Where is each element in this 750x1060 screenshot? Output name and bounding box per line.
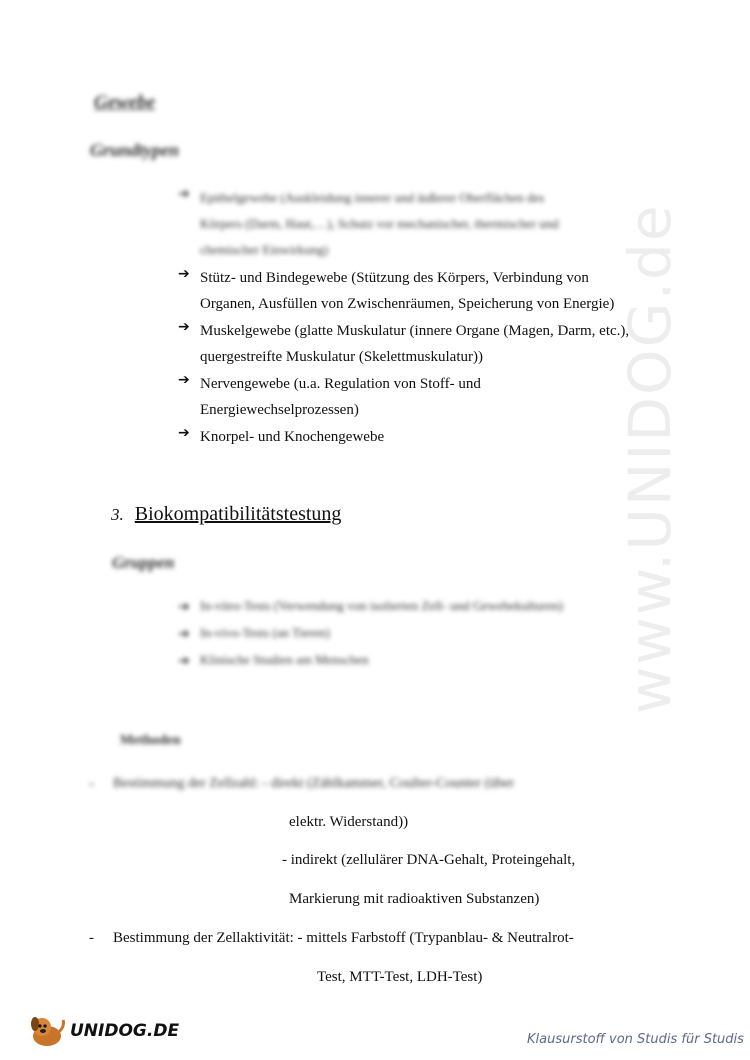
arrow-icon: ➔ bbox=[178, 599, 190, 615]
list-item-line: chemischer Einwirkung) bbox=[200, 242, 329, 257]
list-item-text: Klinische Studien am Menschen bbox=[200, 652, 369, 667]
arrow-icon: ➔ bbox=[178, 266, 190, 282]
list-item-line: Energiewechselprozessen) bbox=[200, 402, 359, 418]
list-item-line: Organen, Ausfüllen von Zwischenräumen, Speicherung von Energie) bbox=[200, 296, 615, 312]
list-item-line: Körpers (Darm, Haut,…), Schutz vor mechanischer, thermischer und bbox=[200, 216, 559, 231]
list-item-text: In-vitro-Tests (Verwendung von isolierten Zell- und Gewebekulturen) bbox=[200, 598, 563, 613]
list-item-line: Nervengewebe (u.a. Regulation von Stoff- und bbox=[200, 376, 481, 392]
methoden-line: Bestimmung der Zellzahl: - direkt (Zählkammer, Coulter-Counter (über bbox=[113, 776, 515, 791]
methoden-line: - indirekt (zellulärer DNA-Gehalt, Proteingehalt, bbox=[282, 852, 576, 868]
heading-gewebe: Gewebe bbox=[94, 92, 156, 113]
list-item-line: Epithelgewebe (Auskleidung innerer und äußerer Oberflächen des bbox=[200, 190, 545, 205]
methoden-line: elektr. Widerstand)) bbox=[289, 814, 409, 830]
arrow-icon: ➔ bbox=[178, 626, 190, 642]
list-item-line: Knorpel- und Knochengewebe bbox=[200, 429, 385, 445]
list-item-line: Muskelgewebe (glatte Muskulatur (innere Organe (Magen, Darm, etc.), bbox=[200, 323, 630, 339]
methoden-dash: - bbox=[89, 776, 94, 792]
footer-tagline: Klausurstoff von Studis für Studis bbox=[527, 1032, 744, 1047]
section-number: 3. bbox=[111, 505, 124, 524]
methoden-dash: - bbox=[89, 930, 94, 946]
section-3-heading bbox=[111, 503, 341, 526]
heading-gruppen: Gruppen bbox=[112, 553, 175, 572]
footer-logo bbox=[28, 1014, 179, 1048]
dog-logo-icon bbox=[28, 1014, 66, 1048]
list-item-line: Stütz- und Bindegewebe (Stützung des Körpers, Verbindung von bbox=[200, 270, 589, 286]
list-item-text: In-vivo-Tests (an Tieren) bbox=[200, 625, 330, 640]
arrow-icon: ➔ bbox=[178, 653, 190, 669]
section-title: Biokompatibilitätstestung bbox=[134, 503, 342, 525]
arrow-icon: ➔ bbox=[178, 372, 190, 388]
heading-methoden: Methoden bbox=[120, 733, 181, 748]
arrow-icon: ➔ bbox=[178, 319, 190, 335]
logo-text: UNIDOG.DE bbox=[70, 1021, 180, 1041]
methoden-line: Test, MTT-Test, LDH-Test) bbox=[317, 969, 483, 985]
list-item-line: quergestreifte Muskulatur (Skelettmuskulatur)) bbox=[200, 349, 483, 365]
watermark: www.UNIDOG.de bbox=[616, 203, 684, 714]
arrow-icon: ➔ bbox=[178, 186, 190, 202]
methoden-line: Bestimmung der Zellaktivität: - mittels Farbstoff (Trypanblau- & Neutralrot- bbox=[113, 930, 574, 946]
arrow-icon: ➔ bbox=[178, 425, 190, 441]
heading-grundtypen: Grundtypen bbox=[90, 140, 180, 160]
methoden-line: Markierung mit radioaktiven Substanzen) bbox=[289, 891, 540, 907]
